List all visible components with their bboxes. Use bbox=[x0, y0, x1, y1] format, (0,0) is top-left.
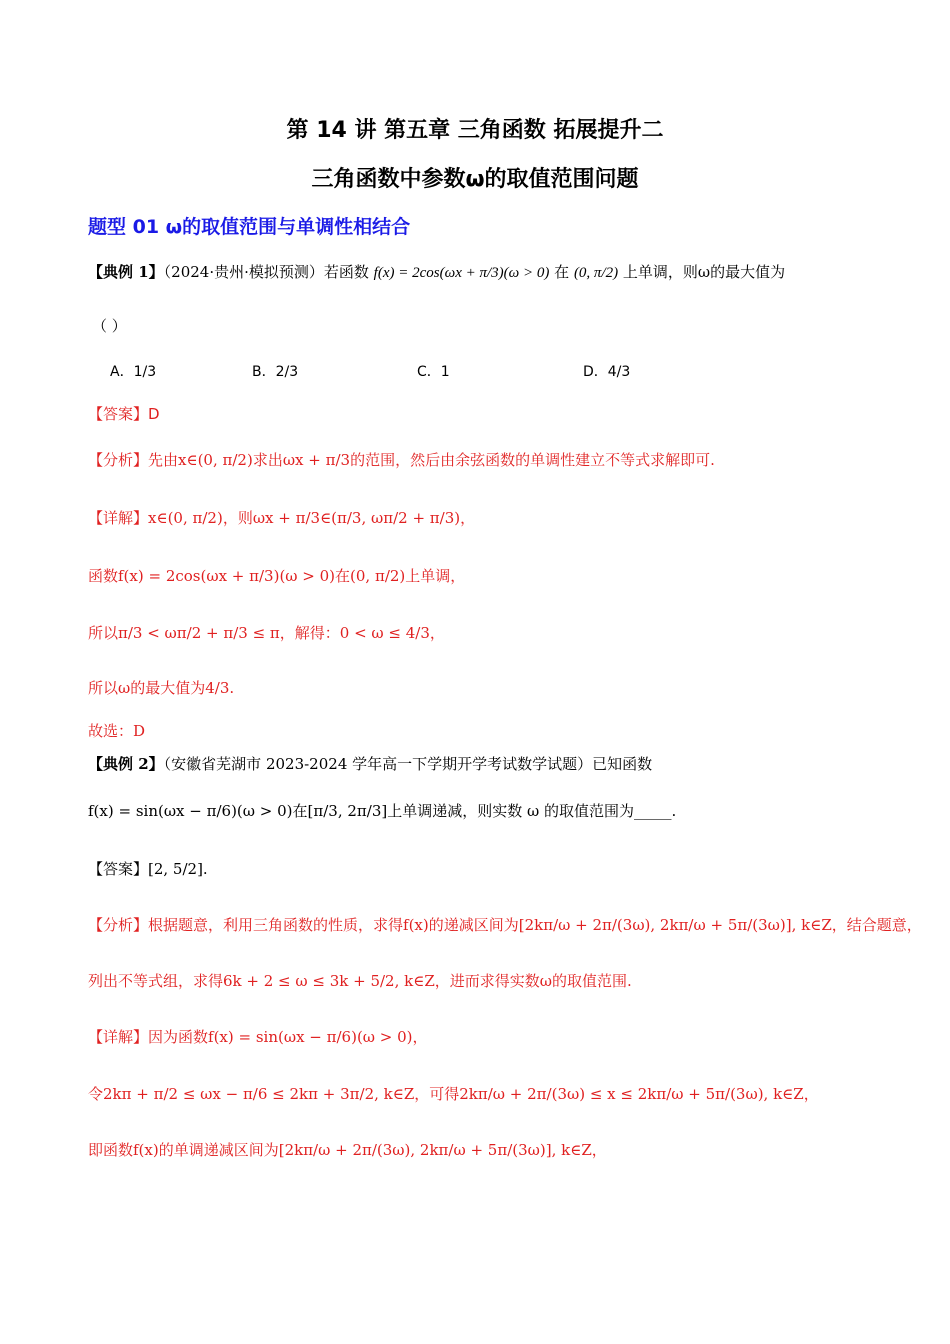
example1-detail-3: 所以π/3 < ωπ/2 + π/3 ≤ π，解得：0 < ω ≤ 4/3， bbox=[88, 624, 445, 642]
detail-label: 【详解】 bbox=[88, 509, 149, 527]
example1-detail-4: 所以ω的最大值为4/3. bbox=[88, 679, 235, 697]
option-c: C．1 bbox=[417, 364, 450, 380]
example1-detail-1 bbox=[88, 508, 475, 528]
example2-answer: 【答案】[2, 5/2]. bbox=[88, 860, 208, 878]
example2-stem: f(x) = sin(ωx − π/6)(ω > 0)在[π/3, 2π/3]上单调递减，则实数 ω 的取值范围为_____. bbox=[88, 802, 677, 820]
analysis-label-2: 【分析】 bbox=[88, 916, 149, 934]
example2-label: 【典例 2】 bbox=[88, 755, 164, 773]
example1-answer: 【答案】D bbox=[88, 405, 160, 423]
detail-text-2: 因为函数f(x) = sin(ωx − π/6)(ω > 0)， bbox=[148, 1028, 428, 1046]
analysis-text: 先由x∈(0, π/2)求出ωx + π/3的范围，然后由余弦函数的单调性建立不等式求解即可. bbox=[148, 451, 715, 469]
example1-label: 【典例 1】 bbox=[88, 263, 164, 281]
analysis-label: 【分析】 bbox=[88, 451, 149, 469]
example1-stem bbox=[88, 262, 785, 283]
page-subtitle: 三角函数中参数ω的取值范围问题 bbox=[311, 167, 639, 192]
example1-choose: 故选：D bbox=[88, 722, 146, 740]
example1-formula: f(x) = 2cos(ωx + π/3)(ω > 0) bbox=[373, 265, 550, 281]
example2-detail-3: 即函数f(x)的单调递减区间为[2kπ/ω + 2π/(3ω), 2kπ/ω + 5π/(3ω)], k∈Z， bbox=[88, 1141, 607, 1159]
example1-analysis bbox=[88, 450, 715, 470]
page-title: 第 14 讲 第五章 三角函数 拓展提升二 bbox=[286, 118, 664, 143]
option-d: D．4/3 bbox=[583, 364, 631, 380]
example1-text-mid: 在 bbox=[554, 263, 570, 281]
example2-analysis-2: 列出不等式组，求得6k + 2 ≤ ω ≤ 3k + 5/2, k∈Z，进而求得实数ω的取值范围. bbox=[88, 972, 632, 990]
option-b: B．2/3 bbox=[252, 364, 299, 380]
detail-label-2: 【详解】 bbox=[88, 1028, 149, 1046]
example2-detail-2: 令2kπ + π/2 ≤ ωx − π/6 ≤ 2kπ + 3π/2, k∈Z，可得2kπ/ω + 2π/(3ω) ≤ x ≤ 2kπ/ω + 5π/(3ω), k∈Z， bbox=[88, 1085, 819, 1103]
option-a: A．1/3 bbox=[110, 364, 157, 380]
detail-text-1: x∈(0, π/2)，则ωx + π/3∈(π/3, ωπ/2 + π/3)， bbox=[148, 509, 476, 527]
example1-source: （2024·贵州·模拟预测）若函数 bbox=[163, 263, 369, 281]
example1-interval: (0, π/2) bbox=[573, 265, 619, 281]
example1-paren: （ ） bbox=[92, 317, 127, 335]
analysis-text-2: 根据题意，利用三角函数的性质，求得f(x)的递减区间为[2kπ/ω + 2π/(3ω), 2kπ/ω + 5π/(3ω)], k∈Z，结合题意， bbox=[148, 916, 922, 934]
example2-analysis-1 bbox=[88, 915, 922, 935]
example1-detail-2: 函数f(x) = 2cos(ωx + π/3)(ω > 0)在(0, π/2)上单调， bbox=[88, 567, 466, 585]
example2-source: （安徽省芜湖市 2023-2024 学年高一下学期开学考试数学试题）已知函数 bbox=[163, 755, 653, 773]
section-heading: 题型 01 ω的取值范围与单调性相结合 bbox=[88, 216, 411, 238]
example1-text-end: 上单调，则ω的最大值为 bbox=[622, 263, 786, 281]
example2-detail-1 bbox=[88, 1027, 428, 1047]
example2-intro bbox=[88, 754, 652, 774]
